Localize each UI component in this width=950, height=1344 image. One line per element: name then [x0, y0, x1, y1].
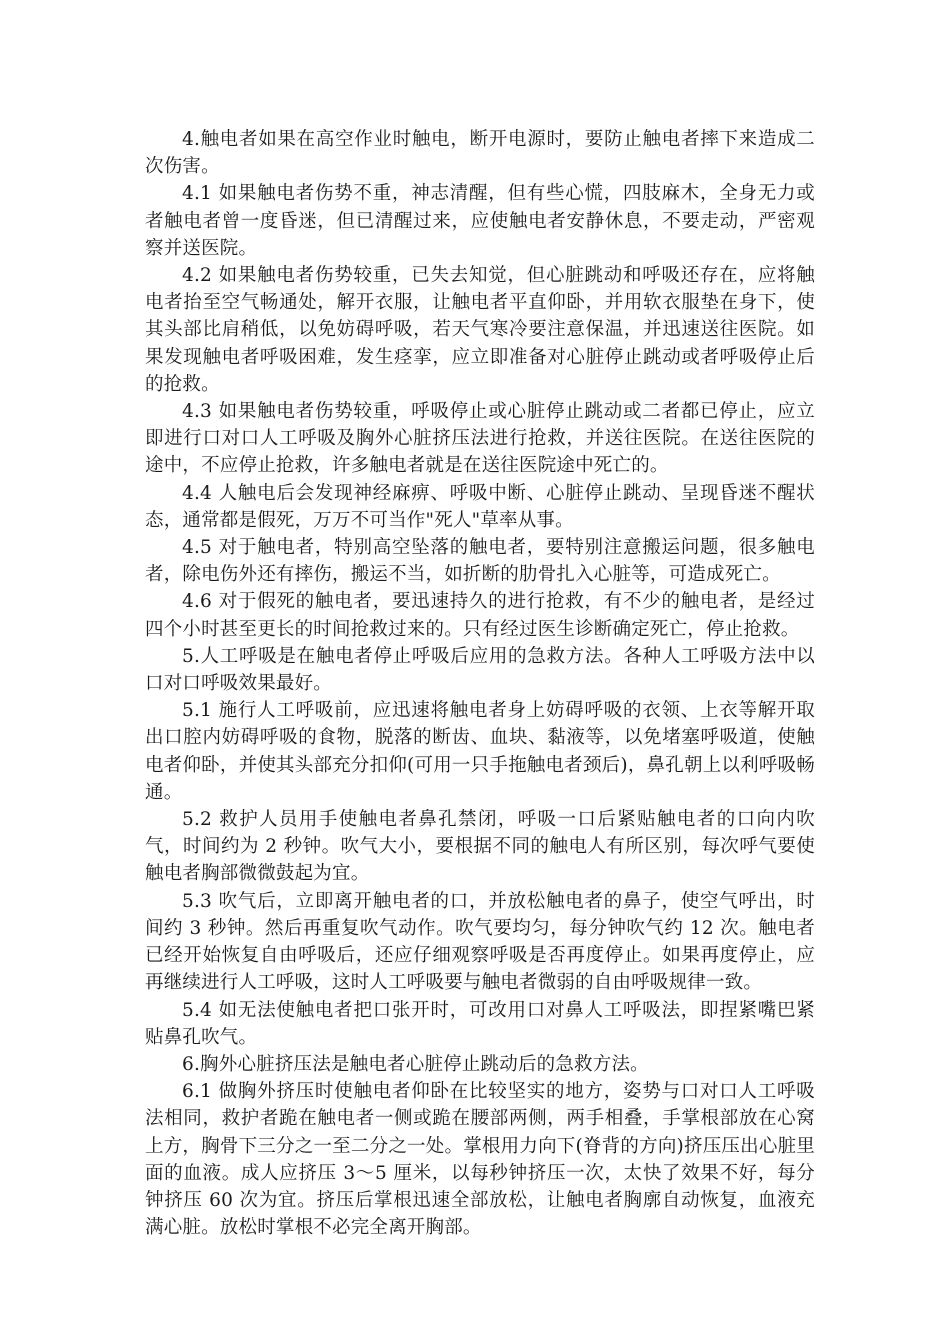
paragraph-5-3: 5.3 吹气后，立即离开触电者的口，并放松触电者的鼻子，使空气呼出，时间约 3 秒钟。然后再重复吹气动作。吹气要均匀，每分钟吹气约 12 次。触电者已经开始恢复自由呼吸后，还应仔细观察呼吸是否再度停止。如果再度停止，应再继续进行人工呼吸，这时人工呼吸要与触电者微弱的自由呼吸规律一致。	[145, 890, 815, 994]
paragraph-6: 6.胸外心脏挤压法是触电者心脏停止跳动后的急救方法。	[182, 1053, 649, 1075]
paragraph-4-4: 4.4 人触电后会发现神经麻痹、呼吸中断、心脏停止跳动、呈现昏迷不醒状态，通常都是假死，万万不可当作"死人"草率从事。	[145, 482, 815, 531]
paragraph-5-1: 5.1 施行人工呼吸前，应迅速将触电者身上妨碍呼吸的衣领、上衣等解开取出口腔内妨碍呼吸的食物，脱落的断齿、血块、黏液等，以免堵塞呼吸道，使触电者仰卧，并使其头部充分扣仰(可用一只手拖触电者颈后)，鼻孔朝上以利呼吸畅通。	[145, 700, 815, 803]
paragraph-5-2: 5.2 救护人员用手使触电者鼻孔禁闭，呼吸一口后紧贴触电者的口向内吹气，时间约为 2 秒钟。吹气大小，要根据不同的触电人有所区别，每次呼气要使触电者胸部微微鼓起为宜。	[145, 809, 815, 885]
paragraph-4: 4.触电者如果在高空作业时触电，断开电源时，要防止触电者摔下来造成二次伤害。	[145, 129, 815, 178]
paragraph-4-3: 4.3 如果触电者伤势较重，呼吸停止或心脏停止跳动或二者都已停止，应立即进行口对口人工呼吸及胸外心脏挤压法进行抢救，并送往医院。在送往医院的途中，不应停止抢救，许多触电者就是在送往医院途中死亡的。	[145, 401, 815, 477]
paragraph-6-1: 6.1 做胸外挤压时使触电者仰卧在比较坚实的地方，姿势与口对口人工呼吸法相同，救护者跪在触电者一侧或跪在腰部两侧，两手相叠，手掌根部放在心窝上方，胸骨下三分之一至二分之一处。掌根用力向下(脊背的方向)挤压压出心脏里面的血液。成人应挤压 3～5 厘米，以每秒钟挤压一次，太快了效果不好，每分钟挤压 60 次为宜。挤压后掌根迅速全部放松，让触电者胸廓自动恢复，血液充满心脏。放松时掌根不必完全离开胸部。	[145, 1081, 815, 1239]
paragraph-4-2: 4.2 如果触电者伤势较重，已失去知觉，但心脏跳动和呼吸还存在，应将触电者抬至空气畅通处，解开衣服，让触电者平直仰卧，并用软衣服垫在身下，使其头部比肩稍低，以免妨碍呼吸，若天气寒冷要注意保温，并迅速送往医院。如果发现触电者呼吸困难，发生痉挛，应立即准备对心脏停止跳动或者呼吸停止后的抢救。	[145, 265, 815, 395]
paragraph-4-6: 4.6 对于假死的触电者，要迅速持久的进行抢救，有不少的触电者，是经过四个小时甚至更长的时间抢救过来的。只有经过医生诊断确定死亡，停止抢救。	[145, 591, 815, 640]
paragraph-4-5: 4.5 对于触电者，特别高空坠落的触电者，要特别注意搬运问题，很多触电者，除电伤外还有摔伤，搬运不当，如折断的肋骨扎入心脏等，可造成死亡。	[145, 537, 815, 586]
paragraph-4-1: 4.1 如果触电者伤势不重，神志清醒，但有些心慌，四肢麻木，全身无力或者触电者曾一度昏迷，但已清醒过来，应使触电者安静休息，不要走动，严密观察并送医院。	[145, 183, 815, 259]
paragraph-5: 5.人工呼吸是在触电者停止呼吸后应用的急救方法。各种人工呼吸方法中以口对口呼吸效果最好。	[145, 645, 815, 695]
paragraph-5-4: 5.4 如无法使触电者把口张开时，可改用口对鼻人工呼吸法，即捏紧嘴巴紧贴鼻孔吹气。	[145, 999, 815, 1048]
document-body	[145, 126, 815, 1241]
